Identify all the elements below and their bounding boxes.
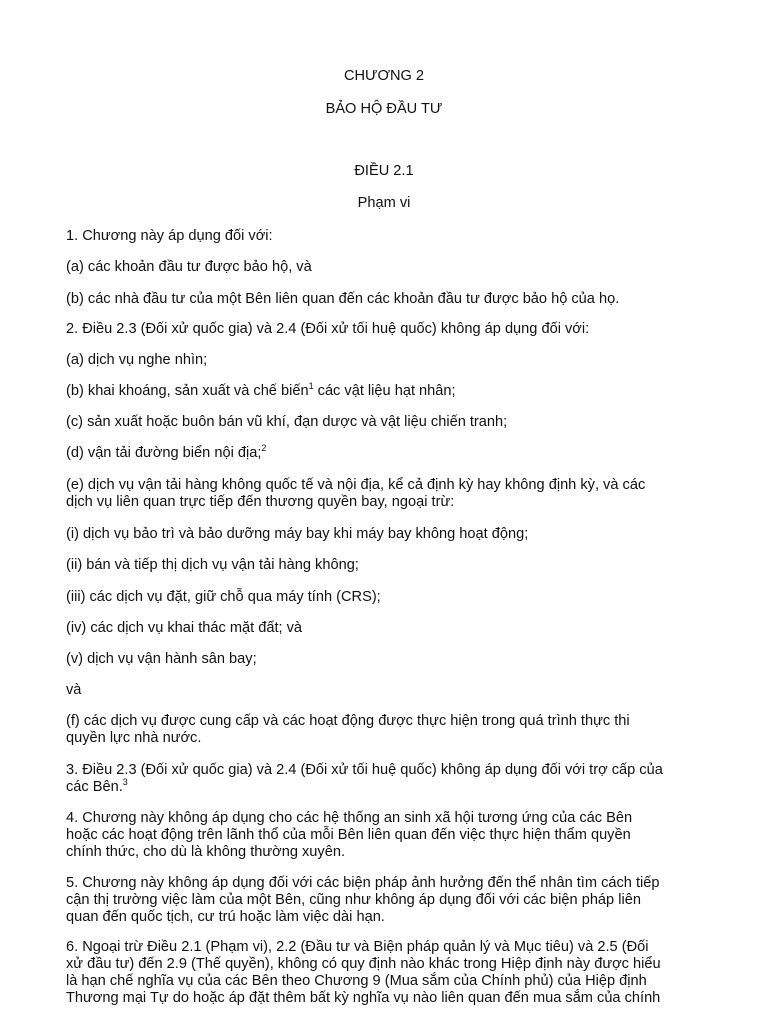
paragraph-5 bbox=[66, 875, 706, 926]
footnote-ref-1: 1 bbox=[308, 381, 314, 391]
paragraph-6-line-1: 6. Ngoại trừ Điều 2.1 (Phạm vi), 2.2 (Đầu tư và Biện pháp quản lý và Mục tiêu) và 2.5 (Đối bbox=[66, 939, 649, 955]
paragraph-2e-v: (v) dịch vụ vận hành sân bay; bbox=[66, 651, 257, 667]
paragraph-2a: (a) dịch vụ nghe nhìn; bbox=[66, 352, 208, 368]
paragraph-4-line-3: chính thức, cho dù là không thường xuyên. bbox=[66, 844, 345, 860]
paragraph-6-line-2: xử đầu tư) đến 2.9 (Thế quyền), không có quy định nào khác trong Hiệp định này được hiểu bbox=[66, 956, 661, 972]
paragraph-2e-ii: (ii) bán và tiếp thị dịch vụ vận tải hàng không; bbox=[66, 557, 359, 573]
paragraph-2: 2. Điều 2.3 (Đối xử quốc gia) và 2.4 (Đối xử tối huệ quốc) không áp dụng đối với: bbox=[66, 321, 590, 337]
paragraph-2e bbox=[66, 477, 706, 511]
paragraph-3-line-2: các Bên. bbox=[66, 779, 123, 795]
paragraph-2f bbox=[66, 713, 706, 747]
paragraph-2b-text-end: các vật liệu hạt nhân; bbox=[313, 383, 456, 399]
paragraph-5-line-3: quan đến quốc tịch, cư trú hoặc làm việc dài hạn. bbox=[66, 909, 385, 925]
paragraph-4-line-2: hoặc các hoạt động trên lãnh thổ của mỗi Bên liên quan đến việc thực hiện thẩm quyền bbox=[66, 827, 631, 843]
paragraph-2f-line-2: quyền lực nhà nước. bbox=[66, 730, 202, 746]
paragraph-1b: (b) các nhà đầu tư của một Bên liên quan đến các khoản đầu tư được bảo hộ của họ. bbox=[66, 291, 620, 307]
chapter-number: CHƯƠNG 2 bbox=[343, 68, 425, 84]
paragraph-2d-text: (d) vận tải đường biển nội địa; bbox=[66, 445, 262, 461]
paragraph-1a: (a) các khoản đầu tư được bảo hộ, và bbox=[66, 259, 312, 275]
paragraph-3-line-2-wrap bbox=[66, 779, 706, 796]
paragraph-2b-text: (b) khai khoáng, sản xuất và chế biến bbox=[66, 383, 309, 399]
paragraph-3-line-1: 3. Điều 2.3 (Đối xử quốc gia) và 2.4 (Đối xử tối huệ quốc) không áp dụng đối với trợ cấp của bbox=[66, 762, 663, 778]
paragraph-1: 1. Chương này áp dụng đối với: bbox=[66, 228, 273, 244]
paragraph-4 bbox=[66, 810, 706, 861]
paragraph-5-line-2: cận thị trường việc làm của một Bên, cũng như không áp dụng đối với các biện pháp liên bbox=[66, 892, 641, 908]
footnote-ref-2: 2 bbox=[261, 443, 267, 453]
chapter-title: BẢO HỘ ĐẦU TƯ bbox=[325, 101, 443, 117]
paragraph-5-line-1: 5. Chương này không áp dụng đối với các biện pháp ảnh hưởng đến thể nhân tìm cách tiếp bbox=[66, 875, 660, 891]
paragraph-2c: (c) sản xuất hoặc buôn bán vũ khí, đạn dược và vật liệu chiến tranh; bbox=[66, 414, 508, 430]
article-title: Phạm vi bbox=[357, 195, 411, 211]
paragraph-2e-iii: (iii) các dịch vụ đặt, giữ chỗ qua máy tính (CRS); bbox=[66, 589, 381, 605]
footnote-ref-3: 3 bbox=[122, 777, 128, 787]
paragraph-2f-line-1: (f) các dịch vụ được cung cấp và các hoạt động được thực hiện trong quá trình thực thi bbox=[66, 713, 630, 729]
conjunction: và bbox=[66, 682, 82, 698]
paragraph-2d bbox=[66, 445, 706, 462]
paragraph-2e-iv: (iv) các dịch vụ khai thác mặt đất; và bbox=[66, 620, 303, 636]
paragraph-4-line-1: 4. Chương này không áp dụng cho các hệ thống an sinh xã hội tương ứng của các Bên bbox=[66, 810, 633, 826]
paragraph-2b bbox=[66, 383, 706, 400]
paragraph-6-line-3: là hạn chế nghĩa vụ của các Bên theo Chương 9 (Mua sắm của Chính phủ) của Hiệp định bbox=[66, 973, 647, 989]
paragraph-2e-line-1: (e) dịch vụ vận tải hàng không quốc tế và nội địa, kể cả định kỳ hay không định kỳ, và các bbox=[66, 477, 646, 493]
paragraph-2e-i: (i) dịch vụ bảo trì và bảo dưỡng máy bay khi máy bay không hoạt động; bbox=[66, 526, 529, 542]
article-number: ĐIỀU 2.1 bbox=[354, 163, 414, 179]
paragraph-3 bbox=[66, 762, 706, 796]
paragraph-2e-line-2: dịch vụ liên quan trực tiếp đến thương quyền bay, ngoại trừ: bbox=[66, 494, 455, 510]
paragraph-6-line-4: Thương mại Tự do hoặc áp đặt thêm bất kỳ nghĩa vụ nào liên quan đến mua sắm của chính bbox=[66, 990, 661, 1006]
paragraph-6 bbox=[66, 939, 706, 1007]
